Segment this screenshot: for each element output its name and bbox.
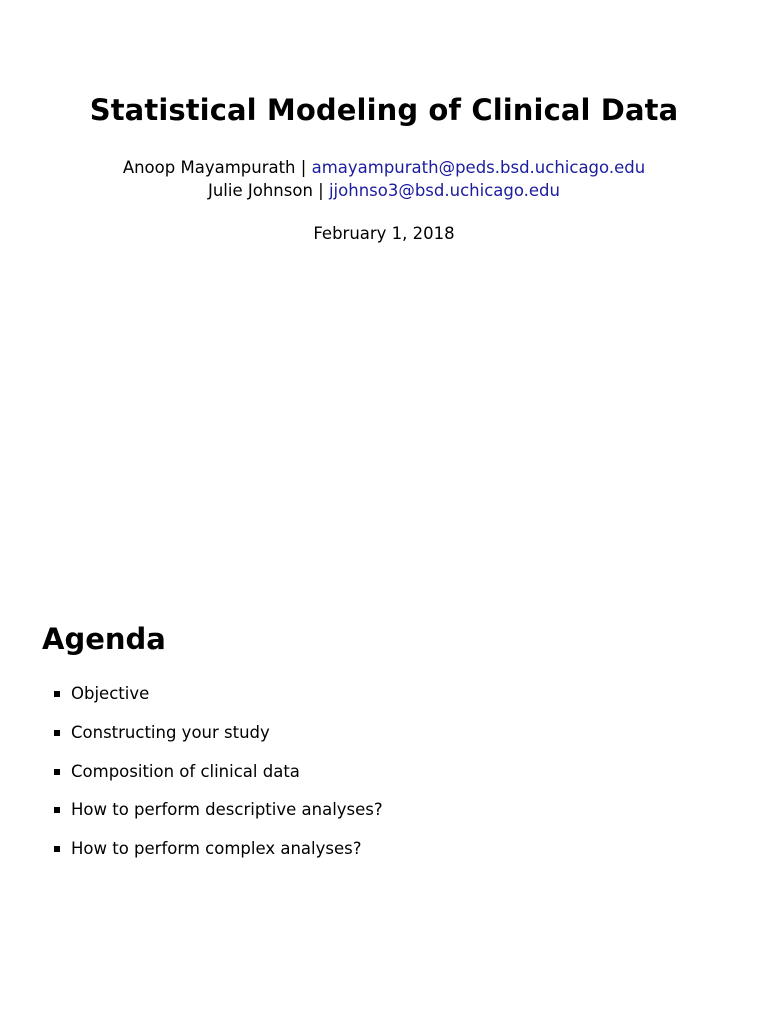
agenda-item-label: Objective [71, 684, 150, 703]
agenda-item-label: Composition of clinical data [71, 761, 300, 781]
agenda-heading: Agenda [42, 622, 166, 656]
square-bullet-icon [54, 730, 60, 736]
agenda-item [42, 799, 383, 838]
author-separator: | [312, 181, 329, 200]
presentation-title: Statistical Modeling of Clinical Data [89, 93, 679, 127]
author-line [0, 181, 768, 200]
author-email-link[interactable]: amayampurath@peds.bsd.uchicago.edu [311, 158, 646, 177]
square-bullet-icon [54, 807, 60, 813]
agenda-list [42, 683, 383, 877]
agenda-item-label: Constructing your study [71, 722, 270, 742]
author-name: Anoop Mayampurath [122, 158, 296, 177]
author-name: Julie Johnson [207, 181, 313, 200]
square-bullet-icon [54, 691, 60, 697]
presentation-date: February 1, 2018 [313, 224, 455, 243]
agenda-item [42, 683, 383, 722]
agenda-item-label: How to perform descriptive analyses? [71, 800, 383, 820]
author-email-link[interactable]: jjohnso3@bsd.uchicago.edu [328, 181, 560, 200]
agenda-item [42, 761, 383, 800]
square-bullet-icon [54, 769, 60, 775]
author-line [0, 158, 768, 177]
square-bullet-icon [54, 846, 60, 852]
agenda-item [42, 838, 383, 877]
author-separator: | [295, 158, 312, 177]
agenda-item-label: How to perform complex analyses? [71, 839, 362, 858]
agenda-item [42, 722, 383, 761]
